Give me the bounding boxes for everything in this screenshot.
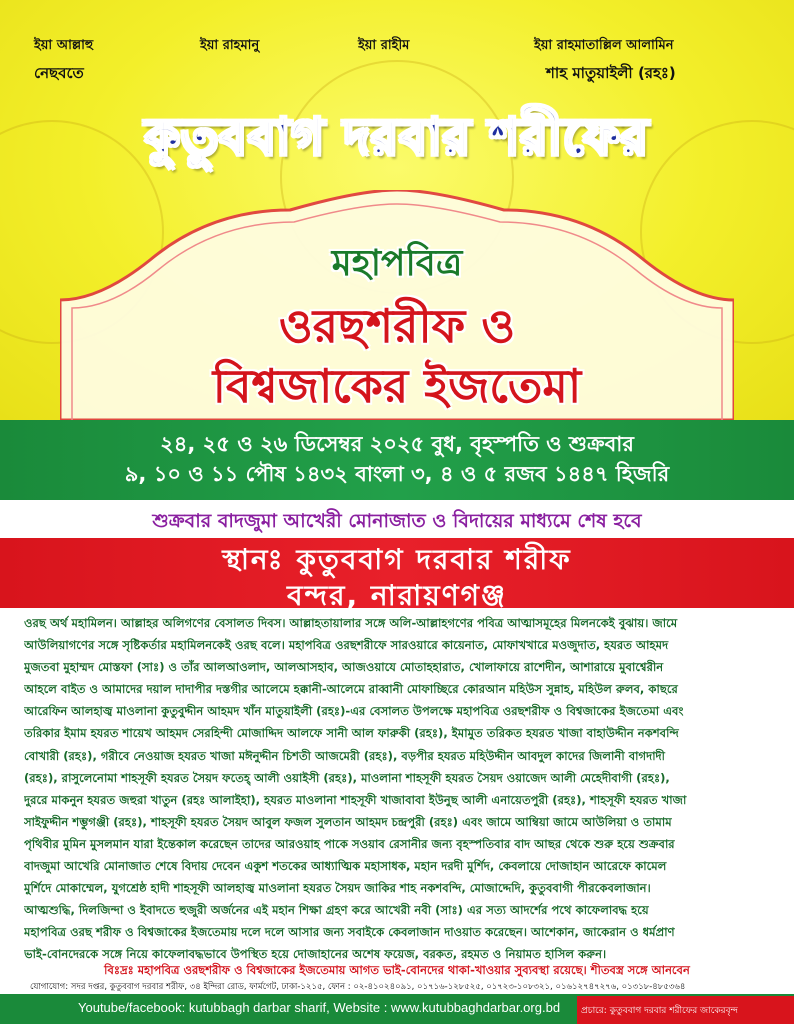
event-title-line-1: ওরছশরীফ ও	[278, 299, 516, 353]
main-title: কুতুববাগ দরবার শরীফের	[144, 108, 650, 166]
footer-social-links[interactable]: Youtube/facebook: kutubbagh darbar sharif, Website : www.kutubbaghdarbar.org.bd	[78, 1000, 561, 1015]
body-line: আউলিয়াগণের সঙ্গে সৃষ্টিকর্তার মহামিলনকেই ওরছ বলে। মহাপবিত্র ওরছশরীফে সারওয়ারে কায়েনাত, মোফাখখারে মওজুদাত, হযরত আহমদ	[24, 638, 669, 653]
body-line: আহলে বাইত ও আমাদের দয়াল দাদাপীর দস্তগীর আলেমে হক্কানী-আলেমে রাব্বানী মোফাচ্ছিরে কোরআন মহিউস সুন্নাহ, মহিউল রুলব, কাছরে	[24, 682, 678, 697]
body-line: মুজতবা মুহাম্মদ মোস্তফা (সাঃ) ও তাঁর আলআওলাদ, আলআসহাব, আজওয়াযে মোতাহহারাত, খোলাফায়ে রাশেদীন, আশারায়ে মুবাশ্বেরীন	[24, 660, 664, 675]
body-line: (রহঃ), রাসুলেনোমা শাহসূফী হযরত সৈয়দ ফতেহ্ আলী ওয়াইসী (রহঃ), মাওলানা শাহসূফী হযরত সৈয়দ ওয়াজেদ আলী মেহেদীবাগী (রহঃ),	[24, 770, 670, 785]
invocation-1: ইয়া আল্লাহু	[34, 38, 94, 53]
body-line: বোখারী (রহঃ), গরীবে নেওয়াজ হযরত খাজা মঈনুদ্দীন চিশতী আজমেরী (রহঃ), বড়পীর হযরত মহিউদ্দীন আবদুল কাদের জিলানী বাগদাদী	[24, 748, 665, 763]
lineage-right: শাহ মাতুয়াইলী (রহঃ)	[546, 64, 676, 82]
venue-line-2: বন্দর, নারায়ণগঞ্জ	[287, 579, 507, 612]
body-paragraph	[24, 612, 770, 966]
event-title-line-2: বিশ্বজাকের ইজতেমা	[212, 359, 582, 413]
notice-line: বিঃদ্রঃ মহাপবিত্র ওরছশরীফ ও বিশ্বজাকের ইজতেমায় আগত ভাই-বোনদের থাকা-খাওয়ার সুব্যবস্থা রয়েছে। শীতবস্ত্র সঙ্গে আনবেন	[104, 963, 690, 977]
body-line: মহাপবিত্র ওরছ শরীফ ও বিশ্বজাকের ইজতেমায় দলে দলে আসার জন্য সবাইকে কেবলাজান দাওয়াত করেছেন। আশেকান, জাকেরান ও ধর্মপ্রাণ	[24, 925, 675, 940]
lineage-left: নেছবতে	[34, 64, 84, 82]
event-prefix: মহাপবিত্র	[331, 243, 463, 284]
body-line: বাদজুমা আখেরি মোনাজাত শেষে বিদায় দেবেন একুশ শতকের আধ্যাত্মিক মহাসাধক, মহান দরদী মুর্শিদ, কেবলায়ে দোজাহান আরেফে কামেল	[24, 859, 667, 874]
footer-credit-text: প্রচারে: কুতুববাগ দরবার শরীফের জাকেরবৃন্দ	[581, 1006, 738, 1016]
body-line: দুররে মাকনুন হযরত জহুরা খাতুন (রহঃ আলাইহা), হযরত মাওলানা শাহসূফী খাজাবাবা ইউনুছ আলী এনায়েতপুরী (রহঃ), শাহসূফী হযরত খাজা	[24, 792, 687, 807]
body-line: আরেফিন আলহাজ্ব মাওলানা কুতুবুদ্দীন আহমদ খাঁন মাতুয়াইলী (রহঃ)-এর বেসালত উপলক্ষে মহাপবিত্র ওরছশরীফ ও বিশ্বজাকের ইজতেমা এবং	[24, 704, 684, 719]
body-line: মুর্শিদে মোকাম্মেল, যুগশ্রেষ্ঠ হাদী শাহসূফী আলহাজ্ব মাওলানা হযরত সৈয়দ জাকির শাহ নকশবন্দি, মোজাদ্দেদি, কুতুববাগী পীরকেবলাজান।	[24, 881, 651, 896]
date-line-bangla-hijri: ৯, ১০ ও ১১ পৌষ ১৪৩২ বাংলা ৩, ৪ ও ৫ রজব ১৪৪৭ হিজরি	[124, 462, 670, 486]
body-line: আত্মশুদ্ধি, দিলজিন্দা ও ইবাদতে হুজুরী অর্জনের এই মহান শিক্ষা গ্রহণ করে আখেরী নবী (সাঃ) এর সত্য আদর্শের পথে কাফেলাবদ্ধ হয়ে	[24, 903, 649, 918]
invocation-2: ইয়া রাহমানু	[200, 38, 260, 53]
venue-line-1: স্থানঃ কুতুববাগ দরবার শরীফ	[222, 543, 572, 576]
body-line: সাইফুদ্দীন শম্ভুগঞ্জী (রহঃ), শাহসূফী হযরত সৈয়দ আবুল ফজল সুলতান আহমদ চন্দ্রপুরী (রহঃ) এবং জামে আম্বিয়া জামে আউলিয়া ও তামাম	[24, 814, 672, 829]
body-line: ভাই-বোনদেরকে সঙ্গে নিয়ে কাফেলাবদ্ধভাবে উপস্থিত হয়ে দোজাহানের অশেষ ফয়েজ, বরকত, রহমত ও নিয়ামত হাসিল করুন।	[24, 947, 607, 962]
body-line: তরিকার ইমাম হযরত শায়েখ আহমদ সেরহিন্দী মোজাদ্দিদ আলফে সানী আল ফারুকী (রহঃ), ইমামুত তরিকত হযরত খাজা বাহাউদ্দীন নকশবন্দি	[24, 726, 679, 741]
invocation-3: ইয়া রাহীম	[358, 38, 410, 53]
footer-credit-box	[577, 996, 794, 1024]
date-line-gregorian: ২৪, ২৫ ও ২৬ ডিসেম্বর ২০২৫ বুধ, বৃহস্পতি ও শুক্রবার	[160, 432, 634, 456]
closing-note: শুক্রবার বাদজুমা আখেরী মোনাজাত ও বিদায়ের মাধ্যমে শেষ হবে	[152, 510, 642, 532]
body-line: পৃথিবীর মুমিন মুসলমান যারা ইন্তেকাল করেছেন তাদের আরওয়াহ পাকে সওয়াব রেসানীর জন্য বৃহস্পতিবার বাদ আছর থেকে শুরু হয়ে শুক্রবার	[24, 836, 675, 851]
contact-line: যোগাযোগ: সদর দপ্তর, কুতুববাগ দরবার শরীফ, ৩৪ ইন্দিরা রোড, ফার্মগেট, ঢাকা-১২১৫, ফোন : ০২-৪১০২৪০৯১, ০১৭১৬-১২৮৫২৫, ০১৭২৩-১০৮৩২১, ০১৬১২৭৪৭২৭৬, ০১৩১৮-৪৮৫৩৬৪	[30, 982, 686, 992]
invocation-4: ইয়া রাহমাতাল্লিল আলামিন	[534, 38, 674, 53]
body-line: ওরছ অর্থ মহামিলন। আল্লাহর অলিগণের বেসালত দিবস। আল্লাহতায়ালার সঙ্গে অলি-আল্লাহগণের পবিত্র আত্মাসমূহের মিলনকেই বুঝায়। জামে	[24, 616, 678, 630]
